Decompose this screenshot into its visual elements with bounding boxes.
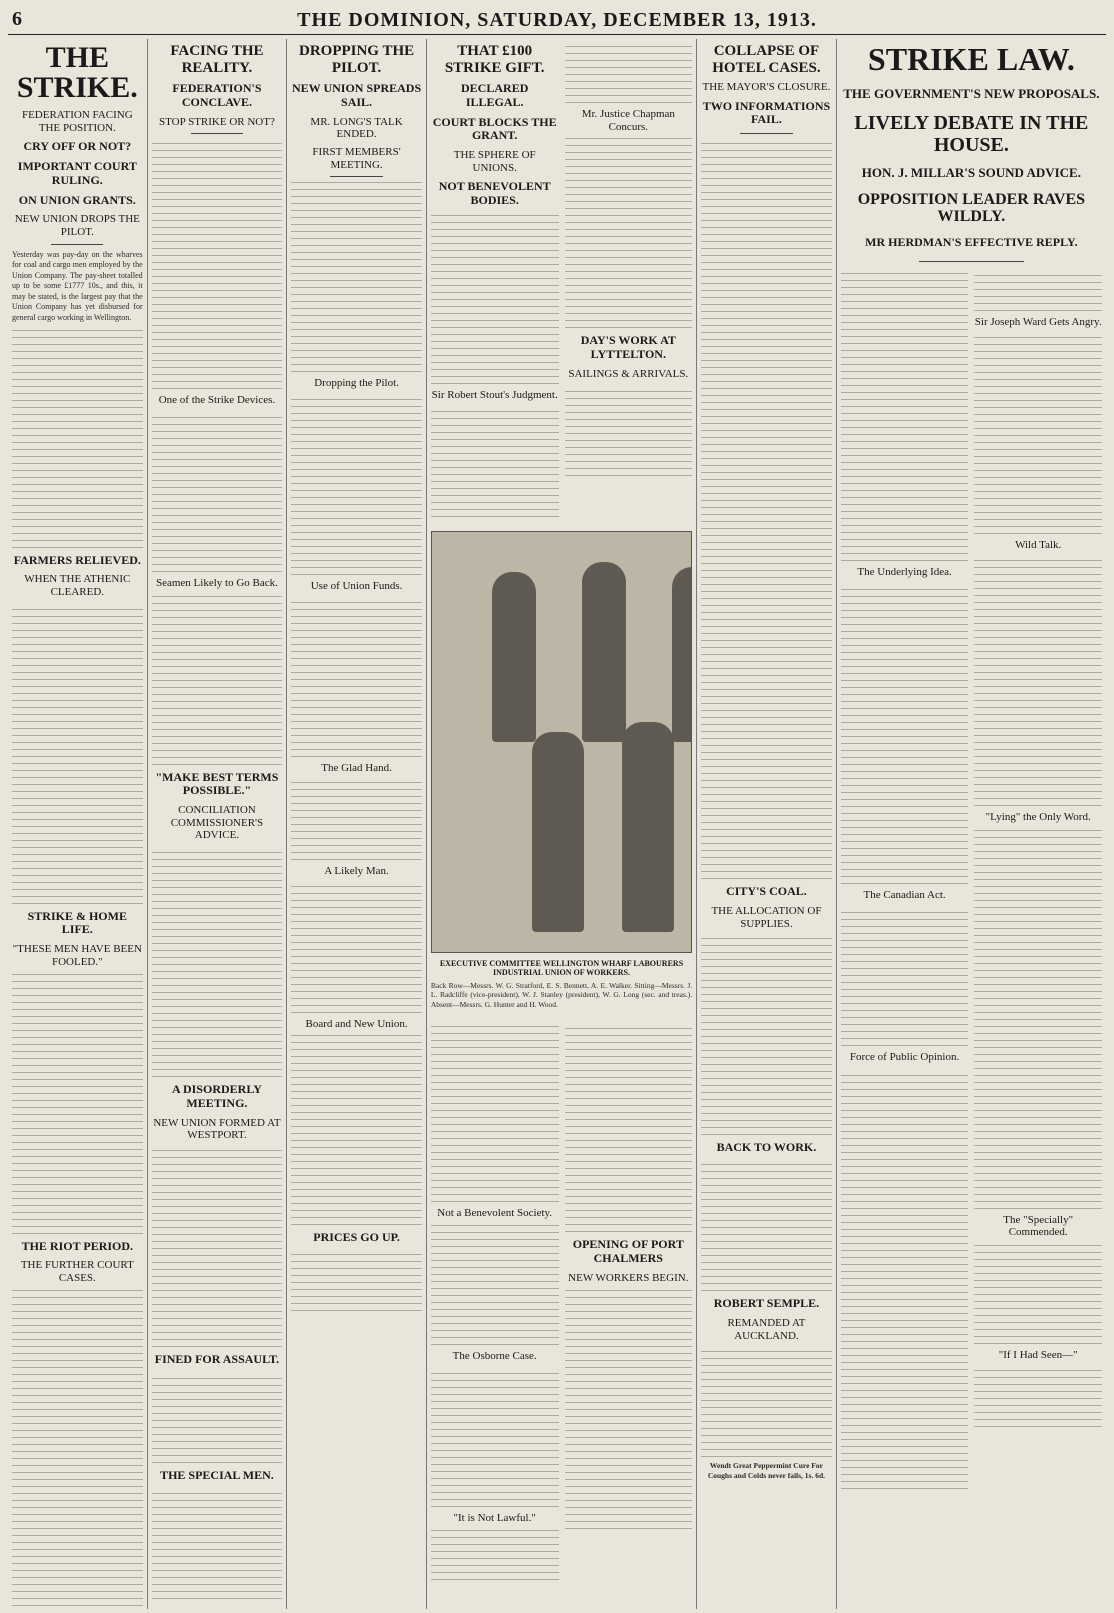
- section-heading: REMANDED AT AUCKLAND.: [727, 1316, 806, 1342]
- subhead: THE GOVERNMENT'S NEW PROPOSALS.: [843, 86, 1100, 101]
- section-heading: The "Specially" Commended.: [1003, 1213, 1074, 1239]
- subhead: MR. LONG'S TALK ENDED.: [310, 115, 403, 141]
- subhead: FEDERATION FACING THE POSITION.: [21, 109, 133, 134]
- subhead: HON. J. MILLAR'S SOUND ADVICE.: [861, 164, 1081, 180]
- section-heading: Not a Benevolent Society.: [437, 1206, 553, 1219]
- column-4-top: [431, 39, 559, 521]
- section-heading: One of the Strike Devices.: [158, 394, 276, 407]
- section-heading: FINED FOR ASSAULT.: [154, 1351, 280, 1366]
- section-heading: CITY'S COAL.: [726, 884, 807, 899]
- headline: DROPPING THE PILOT.: [298, 43, 415, 76]
- masthead: [8, 6, 1106, 35]
- section-heading: The Glad Hand.: [321, 762, 392, 775]
- subhead: THE MAYOR'S CLOSURE.: [702, 81, 831, 93]
- section-heading: BACK TO WORK.: [716, 1140, 817, 1155]
- section-heading: Wild Talk.: [1015, 538, 1062, 551]
- section-heading: The Osborne Case.: [452, 1349, 537, 1362]
- subhead: IMPORTANT COURT RULING.: [17, 159, 137, 187]
- headline-the-strike: THE STRIKE.: [16, 41, 138, 104]
- subhead: NOT BENEVOLENT BODIES.: [438, 179, 551, 208]
- column-2: [148, 39, 288, 1609]
- headline: FACING THE REALITY.: [170, 43, 264, 76]
- column-3: [287, 39, 427, 1609]
- section-heading: Seamen Likely to Go Back.: [155, 576, 278, 589]
- subhead: FIRST MEMBERS' MEETING.: [312, 145, 401, 171]
- section-heading: "Lying" the Only Word.: [985, 811, 1091, 824]
- section-heading: A Likely Man.: [324, 865, 389, 878]
- section-heading: PRICES GO UP.: [313, 1230, 400, 1245]
- section-heading: "It is Not Lawful.": [453, 1512, 536, 1525]
- section-heading: Sir Joseph Ward Gets Angry.: [974, 315, 1102, 328]
- section-heading: Mr. Justice Chapman Concurs.: [581, 108, 675, 133]
- headline: THAT £100 STRIKE GIFT.: [444, 43, 545, 76]
- subhead: NEW UNION SPREADS SAIL.: [291, 81, 422, 109]
- headline-strike-law: STRIKE LAW.: [867, 41, 1075, 77]
- subhead: STOP STRIKE OR NOT?: [159, 115, 275, 128]
- section-heading: THE SPECIAL MEN.: [160, 1467, 274, 1482]
- section-heading: Board and New Union.: [305, 1017, 408, 1030]
- subhead: TWO INFORMATIONS FAIL.: [702, 98, 831, 127]
- section-heading: Dropping the Pilot.: [314, 377, 399, 390]
- column-4-5: [427, 39, 697, 1609]
- section-heading: CONCILIATION COMMISSIONER'S ADVICE.: [170, 804, 264, 842]
- section-heading: "MAKE BEST TERMS POSSIBLE.": [155, 769, 279, 798]
- section-heading: THE FURTHER COURT CASES.: [20, 1259, 134, 1284]
- section-heading: "If I Had Seen—": [998, 1349, 1078, 1362]
- columns: [8, 39, 1106, 1609]
- column-7-8: [837, 39, 1106, 1609]
- section-heading: The Canadian Act.: [863, 888, 946, 901]
- subhead: ON UNION GRANTS.: [18, 192, 136, 207]
- section-heading: THE ALLOCATION OF SUPPLIES.: [711, 905, 822, 930]
- photo-caption: EXECUTIVE COMMITTEE WELLINGTON WHARF LABOURERS INDUSTRIAL UNION OF WORKERS.: [439, 958, 684, 977]
- section-heading: FARMERS RELIEVED.: [13, 552, 141, 567]
- section-heading: NEW UNION FORMED AT WESTPORT.: [153, 1116, 281, 1142]
- executive-committee-photo: [431, 531, 692, 953]
- section-heading: WHEN THE ATHENIC CLEARED.: [24, 573, 131, 599]
- advertisement: Wendt Great Peppermint Cure For Coughs and Colds never fails, 1s. 6d.: [707, 1461, 826, 1480]
- column-4-bottom: [431, 1018, 559, 1584]
- section-heading: A DISORDERLY MEETING.: [171, 1082, 262, 1110]
- subhead: CRY OFF OR NOT?: [23, 139, 132, 154]
- section-heading: The Underlying Idea.: [857, 565, 952, 578]
- subhead: LIVELY DEBATE IN THE HOUSE.: [854, 111, 1089, 156]
- photo-names: Back Row—Messrs. W. G. Stratford, E. S. Bennett, A. E. Walker. Sitting—Messrs. J. L. Radcliffe (vice-president), W. J. Stanley (president), W. G. Long (sec. and treas.). Absent—Messrs. G. Hunter and H. Wood.: [430, 980, 693, 1010]
- section-heading: DAY'S WORK AT LYTTELTON.: [580, 333, 676, 362]
- section-heading: ROBERT SEMPLE.: [713, 1296, 820, 1311]
- section-heading: OPENING OF PORT CHALMERS: [572, 1236, 684, 1265]
- section-heading: SAILINGS & ARRIVALS.: [568, 367, 689, 380]
- subhead: NEW UNION DROPS THE PILOT.: [14, 213, 140, 239]
- headline: COLLAPSE OF HOTEL CASES.: [712, 43, 821, 76]
- section-heading: Sir Robert Stout's Judgment.: [431, 389, 558, 402]
- subhead: OPPOSITION LEADER RAVES WILDLY.: [857, 190, 1086, 226]
- subhead: MR HERDMAN'S EFFECTIVE REPLY.: [865, 235, 1078, 250]
- section-heading: STRIKE & HOME LIFE.: [27, 908, 127, 937]
- column-6: [697, 39, 837, 1609]
- subhead: DECLARED ILLEGAL.: [461, 81, 529, 109]
- article-paragraph: Yesterday was pay-day on the wharves for coal and cargo men employed by the Union Company. The pay-sheet totalled up to be some £1777 10s., and this, it may be stated, is the largest pay that the Union Company has yet disbursed for general cargo working in Wellington.: [12, 249, 143, 323]
- section-heading: NEW WORKERS BEGIN.: [568, 1271, 689, 1284]
- subhead: THE SPHERE OF UNIONS.: [453, 149, 536, 174]
- subhead: COURT BLOCKS THE GRANT.: [432, 114, 557, 143]
- column-5-top: [565, 39, 693, 521]
- section-heading: "THESE MEN HAVE BEEN FOOLED.": [12, 943, 142, 968]
- section-heading: Force of Public Opinion.: [849, 1051, 960, 1064]
- column-8: [974, 267, 1102, 1493]
- subhead: FEDERATION'S CONCLAVE.: [172, 81, 262, 109]
- column-1: [8, 39, 148, 1609]
- section-heading: Use of Union Funds.: [310, 579, 403, 592]
- masthead-title: THE DOMINION, SATURDAY, DECEMBER 13, 1913.: [297, 8, 817, 31]
- column-7: [841, 267, 969, 1493]
- page-number: 6: [12, 8, 22, 30]
- column-5-bottom: [565, 1018, 693, 1584]
- section-heading: THE RIOT PERIOD.: [21, 1238, 134, 1253]
